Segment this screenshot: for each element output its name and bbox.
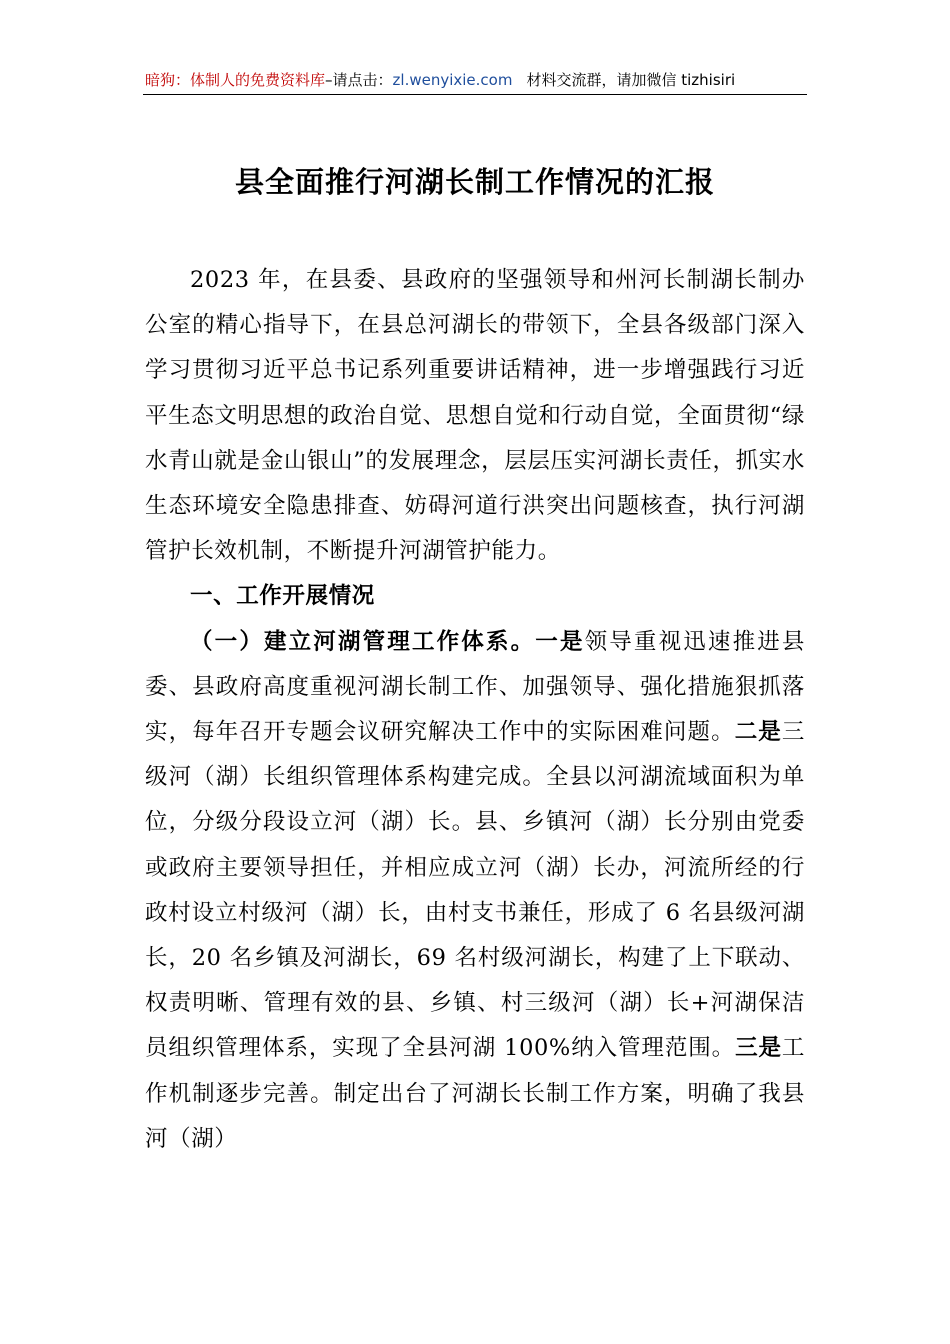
- header-site-name: 暗狗：体制人的免费资料库: [145, 71, 326, 89]
- document-title: 县全面推行河湖长制工作情况的汇报: [234, 165, 715, 199]
- keyword-third: 三是: [735, 1035, 782, 1062]
- page-header: [145, 68, 807, 92]
- header-group-info: 材料交流群，请加微信 tizhisiri: [526, 71, 736, 89]
- intro-paragraph: 2023 年，在县委、县政府的坚强领导和州河长制湖长制办公室的精心指导下，在县总河湖长的带领下，全县各级部门深入学习贯彻习近平总书记系列重要讲话精神，进一步增强践行习近平生态文明思想的政治自觉、思想自觉和行动自觉，全面贯彻“绿水青山就是金山银山”的发展理念，层层压实河湖长责任，抓实水生态环境安全隐患排查、妨碍河道行洪突出问题核查，执行河湖管护长效机制，不断提升河湖管护能力。: [145, 267, 805, 565]
- text-second: 三级河（湖）长组织管理体系构建完成。全县以河湖流域面积为单位，分级分段设立河（湖）长。县、乡镇河（湖）长分别由党委或政府主要领导担任，并相应成立河（湖）长办，河流所经的行政村设立村级河（湖）长，由村支书兼任，形成了 6 名县级河湖长，20 名乡镇及河湖长，69 名村级河湖长，构建了上下联动、权责明晰、管理有效的县、乡镇、村三级河（湖）长+河湖保洁员组织管理体系，实现了全县河湖 100%纳入管理范围。: [145, 719, 805, 1062]
- text-first: 领导重视迅速推进县委、县政府高度重视河湖长制工作、加强领导、强化措施狠抓落实，每年召开专题会议研究解决工作中的实际困难问题。: [145, 628, 806, 746]
- keyword-second: 二是: [734, 719, 782, 746]
- keyword-first: 一是: [535, 628, 585, 655]
- text-third: 工作机制逐步完善。制定出台了河湖长长制工作方案，明确了我县河（湖）: [145, 1035, 805, 1152]
- section-heading: 一、工作开展情况: [190, 583, 375, 610]
- document-body: [145, 258, 805, 1162]
- subsection-paragraph: [145, 620, 805, 1162]
- subsection-title: （一）建立河湖管理工作体系。: [190, 628, 536, 655]
- header-click-prompt: –请点击：: [325, 71, 393, 89]
- header-url-link[interactable]: zl.wenyixie.com: [392, 71, 513, 89]
- header-divider: [143, 94, 807, 95]
